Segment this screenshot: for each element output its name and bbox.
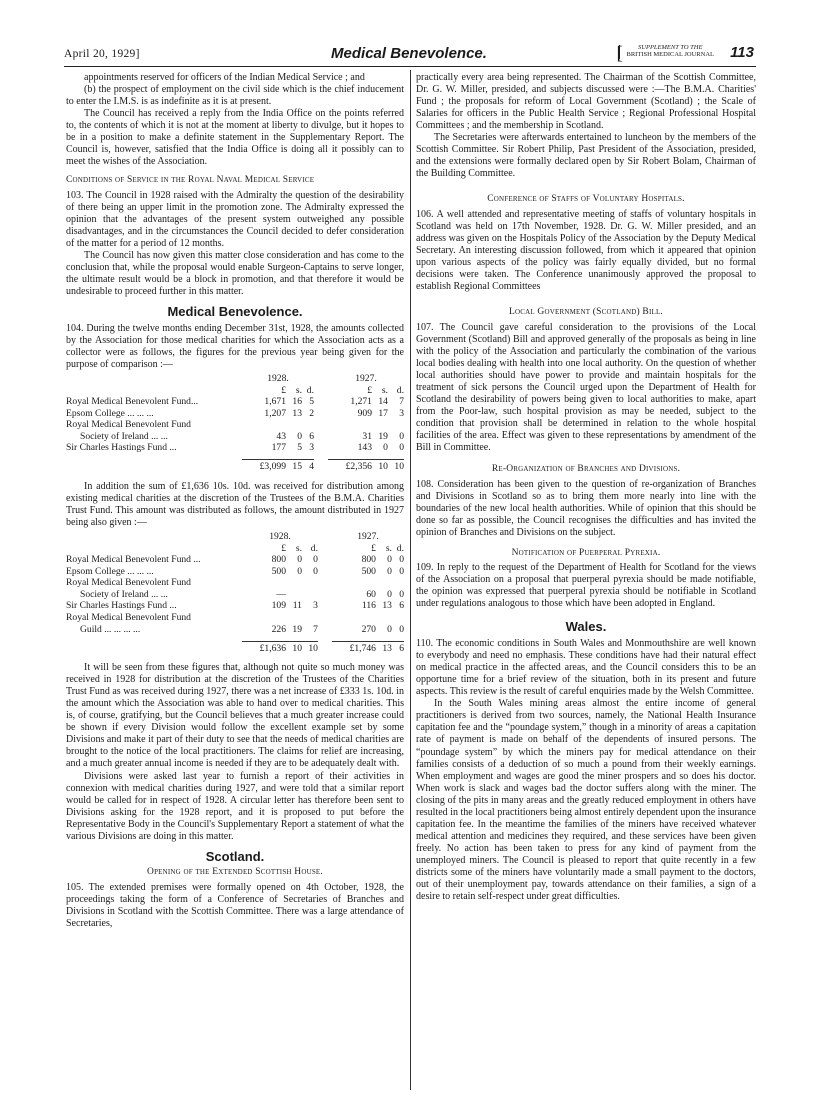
- table-row: [66, 577, 404, 589]
- cell: 17: [378, 407, 388, 419]
- cell: 0: [399, 430, 404, 442]
- unit-label: £: [367, 384, 372, 396]
- paragraph-seen: It will be seen from these figures that, although not quite so much money was received in 1928 for distribution at the discretion of the Trustees of the Charities Trust Fund as was received during 1927, there was a net increase of £333 1s. 10d. in the amount which the Association was able to hand over to medical charities. This is, of course, gratifying, but the Council believes that a much greater increase could be shown if every Division would follow the excellent example set by some Divisions and make it part of their duty to see that the needs of medical charities are brought to the notice of the local practitioners. The claims for relief are increasing, and a much greater annual income is needed if they are to be adequately dealt with.: [66, 662, 404, 770]
- total-cell: £1,636: [242, 641, 286, 654]
- cell: 0: [383, 442, 388, 454]
- cell: 500: [361, 565, 376, 577]
- cell: 2: [309, 407, 314, 419]
- cell: 0: [387, 588, 392, 600]
- cell: 0: [297, 565, 302, 577]
- cell: 7: [313, 623, 318, 635]
- row-label: Sir Charles Hastings Fund ...: [66, 442, 177, 454]
- cell: 0: [387, 623, 392, 635]
- unit-label: d.: [396, 384, 404, 396]
- table-row: [66, 612, 404, 624]
- total-cell: 4: [302, 460, 314, 473]
- unit-label: s.: [295, 384, 302, 396]
- cell: 19: [378, 430, 388, 442]
- section-heading-naval: Conditions of Service in the Royal Naval Medical Service: [66, 175, 315, 186]
- heading-wales: Wales.: [565, 619, 607, 635]
- cell: 0: [313, 565, 318, 577]
- paragraph-ims-a: appointments reserved for officers of the Indian Medical Service ; and: [84, 72, 365, 83]
- total-cell: 10: [388, 460, 404, 473]
- paragraph-105: 105. The extended premises were formally opened on 4th October, 1928, the proceedings taking the form of a Conference of Secretaries of Branches and Divisions in Scotland with the Scottish Committee. There was a large attendance of Secretaries,: [66, 881, 404, 930]
- cell: 1,671: [264, 396, 286, 408]
- unit-label: d.: [310, 542, 318, 554]
- running-header: [64, 44, 754, 66]
- cell: [302, 589, 318, 601]
- cell: 13: [382, 600, 392, 612]
- row-label: Epsom College ... ... ...: [66, 565, 154, 577]
- cell: 270: [361, 623, 376, 635]
- running-title: Medical Benevolence.: [331, 45, 487, 62]
- cell: 0: [387, 565, 392, 577]
- cell: 116: [361, 600, 376, 612]
- year-heading: 1928.: [267, 373, 289, 385]
- cell: 226: [271, 623, 286, 635]
- heading-scotland: Scotland.: [205, 848, 265, 864]
- total-cell: 10: [302, 641, 318, 654]
- total-cell: 15: [286, 460, 302, 473]
- paragraph-109: 109. In reply to the request of the Department of Health for Scotland for the views of the Association on a proposal that puerperal pyrexia should be made notifiable, the opinion was expressed that puerperal pyrexia should be notifiable in Scotland under regulations analogous to those which have been adopted in England.: [416, 562, 756, 610]
- table-row: [66, 442, 404, 454]
- row-label: Royal Medical Benevolent Fund: [66, 611, 191, 623]
- paragraph-106: 106. A well attended and representative meeting of staffs of voluntary hospitals in Scotland was held on 17th November, 1928. Dr. G. W. Miller presided, and an address was given on the Hospitals Policy of the Association by the Deputy Medical Secretary. An interesting discussion followed, from which it appeared that opinion upon various aspects of the policy was fairly equally divided, but no formal decisions were taken. The Conference unanimously approved the proposal to establish Regional Committees: [416, 208, 756, 293]
- cell: 3: [313, 600, 318, 612]
- row-label: Guild ... ... ... ...: [80, 623, 141, 635]
- cell: 1,271: [350, 396, 372, 408]
- paragraph-103-cont: The Council has now given this matter close consideration and has come to the conclusion that, while the proposal would enable Surgeon-Captains to serve longer, the ultimate result would be a block in promotion, and that therefore it would be undesirable to proceed further in this matter.: [66, 250, 404, 298]
- cell: 0: [399, 623, 404, 635]
- cell: 3: [399, 407, 404, 419]
- row-label: Royal Medical Benevolent Fund...: [66, 396, 199, 408]
- cell: 1,207: [264, 407, 286, 419]
- unit-label: s.: [295, 542, 302, 554]
- right-column: [416, 72, 756, 903]
- table-row: [66, 554, 404, 566]
- unit-label: s.: [385, 542, 392, 554]
- cell: 109: [271, 600, 286, 612]
- row-label: Society of Ireland ... ...: [80, 430, 168, 442]
- cell: 0: [313, 554, 318, 566]
- unit-label: £: [281, 384, 286, 396]
- paragraph-addition: In addition the sum of £1,636 10s. 10d. was received for distribution among existing medical charities at the discretion of the Trustees of the B.M.A. Charities Trust Fund. This amount was distributed as follows, the amount distributed in 1927 being also given :—: [66, 480, 404, 529]
- table-row: [66, 600, 404, 612]
- table-row: [66, 419, 404, 431]
- cell: 143: [357, 442, 372, 454]
- cell: 0: [399, 565, 404, 577]
- total-cell: £3,099: [242, 460, 286, 473]
- paragraph-ims-b: (b) the prospect of employment on the civil side which is the chief inducement to enter the I.M.S. is as indefinite as it is at present.: [66, 84, 404, 108]
- total-cell: 10: [286, 641, 302, 654]
- paragraph-divisions: Divisions were asked last year to furnish a report of their activities in connexion with medical charities during 1927, and were told that a similar report would be called for in respect of 1928. A circular letter has therefore been sent to Divisions asking for the 1928 report, and it is proposed to put before the Representative Body in the Council's Supplementary Report a statement of what the various Divisions are doing in this matter.: [66, 770, 404, 842]
- supplement-line-2: BRITISH MEDICAL JOURNAL: [626, 50, 714, 58]
- table-row: [66, 396, 404, 408]
- total-row: [66, 641, 404, 654]
- total-cell: £2,356: [328, 460, 372, 473]
- cell: 19: [292, 623, 302, 635]
- cell: 43: [276, 430, 286, 442]
- year-heading: 1927.: [355, 373, 377, 385]
- total-cell: 13: [376, 641, 392, 654]
- table-row: [66, 589, 404, 601]
- year-heading: 1928.: [269, 531, 291, 543]
- cell: —: [276, 588, 286, 600]
- cell: 0: [399, 588, 404, 600]
- supplement-line-1: SUPPLEMENT TO THE: [638, 44, 703, 51]
- total-row: [66, 460, 404, 473]
- paragraph-india-office: The Council has received a reply from the India Office on the points referred to, the contents of which it is not at the moment at liberty to divulge, but it hopes to be in a position to make a definite statement in the Supplementary Report. The Council is, however, satisfied that the India Office is doing all it possibly can to meet the wishes of the Association.: [66, 108, 404, 168]
- unit-label: £: [371, 542, 376, 554]
- row-label: Sir Charles Hastings Fund ...: [66, 600, 177, 612]
- cell: 909: [357, 407, 372, 419]
- header-rule: [64, 66, 756, 67]
- paragraph-104: 104. During the twelve months ending December 31st, 1928, the amounts collected by the Association for those medical charities for which the Association acts as a collector were as follows, the figures for the previous year being given for the purpose of comparison :—: [66, 322, 404, 371]
- year-heading: 1927.: [357, 531, 379, 543]
- total-cell: £1,746: [332, 641, 376, 654]
- section-heading-puerperal: Notification of Puerperal Pyrexia.: [511, 547, 661, 558]
- paragraph-108: 108. Consideration has been given to the question of re-organization of Branches and Divisions in Scotland so as to bring them more nearly into line with the boundaries of the new local health authorities. While of opinion that this should be done so far as possible, the Council recognises the difficulties and has invited the opinion of Branches and Divisions on the subject.: [416, 478, 756, 538]
- cell: 3: [309, 442, 314, 454]
- table-row: [66, 408, 404, 420]
- cell: 7: [399, 396, 404, 408]
- cell: 800: [361, 554, 376, 566]
- unit-label: s.: [381, 384, 388, 396]
- table-row: [66, 566, 404, 578]
- cell: 0: [399, 442, 404, 454]
- table-row: [66, 431, 404, 443]
- left-column: [66, 72, 404, 930]
- paragraph-103: 103. The Council in 1928 raised with the Admiralty the question of the desirability of there being an upper limit in the promotion zone. The Admiralty expressed the opinion that the advantages of the present system outweighed any possible disadvantages, and in the circumstances the Council decided to defer consideration of the matter for a period of 12 months.: [66, 189, 404, 249]
- cell: 14: [378, 396, 388, 408]
- cell: 0: [297, 430, 302, 442]
- bracket-glyph: [: [616, 43, 623, 64]
- supplement-label: [616, 43, 714, 64]
- cell: 13: [292, 407, 302, 419]
- unit-label: £: [281, 542, 286, 554]
- cell: 0: [297, 554, 302, 566]
- total-cell: 6: [392, 641, 404, 654]
- section-heading-voluntary-hospitals: Conference of Staffs of Voluntary Hospitals.: [487, 194, 685, 205]
- row-label: Epsom College ... ... ...: [66, 407, 154, 419]
- section-heading-scottish-house: Opening of the Extended Scottish House.: [147, 867, 323, 878]
- page-number: 113: [730, 44, 754, 61]
- cell: 11: [292, 600, 302, 612]
- heading-medical-benevolence: Medical Benevolence.: [167, 304, 303, 320]
- cell: 5: [309, 396, 314, 408]
- paragraph-107: 107. The Council gave careful consideration to the provisions of the Local Government (Scotland) Bill and approved generally of the proposals as being in line with the policy of the Association and particularly the combination of the various local bodies dealing with health into one local authority. On the question of whether local authorities should have power to provide and maintain hospitals for the treatment of sick persons the Council urged upon the Department of Health for Scotland the desirability of powers being given to local authorities to make, apart from the Poor-law, such hospital provision as may be needed, subject to the condition that provision shall be determined in relation to the whole hospital facilities of the area. Effect was given to these representations by amendment of the Bill in Committee.: [416, 321, 756, 454]
- cell: 16: [292, 396, 302, 408]
- section-heading-local-government: Local Government (Scotland) Bill.: [508, 307, 664, 318]
- cell: 5: [297, 442, 302, 454]
- distribution-table: [66, 531, 404, 654]
- cell: 500: [271, 565, 286, 577]
- paragraph-110-cont: In the South Wales mining areas almost the entire income of general practitioners is derived from two sources, namely, the National Health Insurance capitation fee and the “poundage system,” though in a minority of areas a capitation rate of payment is made on behalf of the dependents of insured persons. The “poundage system” by which the miners pay for medical attendance on their families consists of a deduction of so much a pound from their weekly earnings. When employment and wages are good the miner prospers and so does his doctor. When work is slack and wages bad the doctor suffers along with the miner. The closing of the pits in many areas and the greatly reduced employment in others have resulted in the local practitioners being almost entirely dependent upon the insurance capitation fee. In the meantime the families of the miners have received whatever medical attention and medicines they required, and these services have been given freely. No action has been taken to press for any kind of payment from the unemployed miners. The Council is pleased to report that quite recently in a few districts some of the miners have voluntarily made a small payment to the doctors, out of their unemployment pay, towards attendance on their families, a sign of a desire to retain self-respect under great difficulties.: [416, 698, 756, 903]
- unit-label: d.: [396, 542, 404, 554]
- cell: 60: [366, 588, 376, 600]
- total-cell: 10: [372, 460, 388, 473]
- issue-date: April 20, 1929]: [64, 48, 140, 60]
- cell: 800: [271, 554, 286, 566]
- paragraph-110: 110. The economic conditions in South Wales and Monmouthshire are well known to everybody and need no emphasis. These conditions have had their natural effect on medical practice in the affected areas, and the Council considers this to be an opportune time for a brief review of the situation, both in its present and future aspects. This review is the result of careful enquiries made by the Welsh Committee.: [416, 638, 756, 698]
- cell: 0: [387, 554, 392, 566]
- unit-label: d.: [306, 384, 314, 396]
- row-label: Royal Medical Benevolent Fund: [66, 419, 191, 431]
- cell: 0: [399, 554, 404, 566]
- cell: 6: [399, 600, 404, 612]
- row-label: Royal Medical Benevolent Fund: [66, 577, 191, 589]
- collections-table: [66, 373, 404, 473]
- table-row: [66, 624, 404, 636]
- row-label: Society of Ireland ... ...: [80, 588, 168, 600]
- paragraph-105-luncheon: The Secretaries were afterwards entertained to luncheon by the members of the Scottish Committee. Sir Robert Philip, Past President of the Association, presided, and the extensions were formally declared open by Sir Robert Bolam, Chairman of the Building Committee.: [416, 132, 756, 180]
- row-label: Royal Medical Benevolent Fund ...: [66, 554, 201, 566]
- section-heading-reorganization: Re-Organization of Branches and Divisions.: [491, 464, 681, 475]
- cell: 177: [271, 442, 286, 454]
- paragraph-105-cont: practically every area being represented. The Chairman of the Scottish Committee, Dr. G. W. Miller, presided, and subjects discussed were :—The B.M.A. Charities' Fund ; the proposals for reform of Local Government (Scotland) ; the Scale of Salaries for officers in the Public Health Service ; Regional Professional Hospital Committees ; and the membership in Scotland.: [416, 72, 756, 132]
- cell: 6: [309, 430, 314, 442]
- column-divider: [410, 70, 411, 1090]
- cell: [286, 589, 302, 601]
- cell: 31: [362, 430, 372, 442]
